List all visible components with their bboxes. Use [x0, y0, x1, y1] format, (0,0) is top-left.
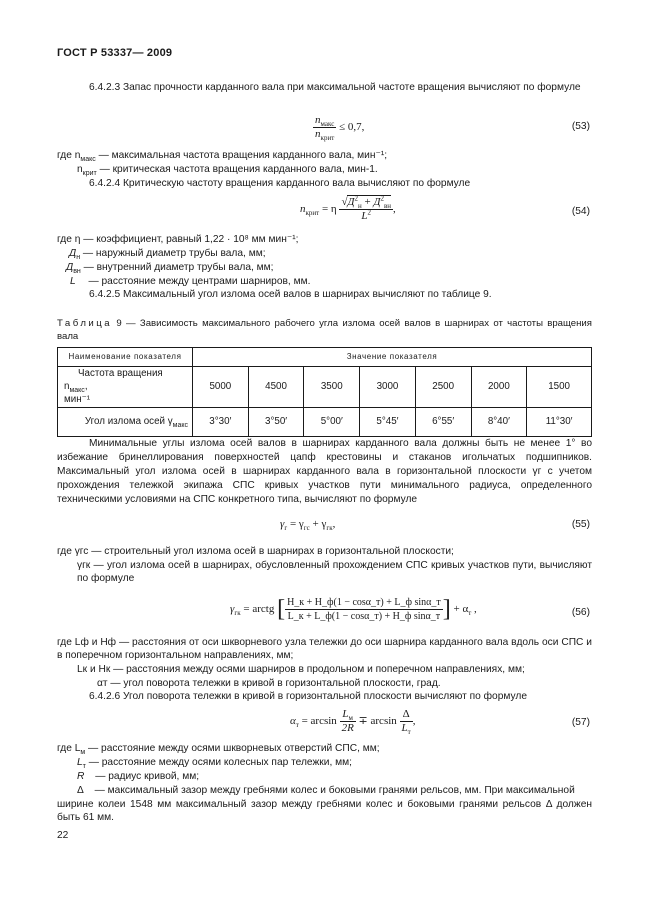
table-row — [58, 407, 592, 436]
formula-53 — [313, 114, 364, 141]
table-cell: 4500 — [248, 367, 304, 408]
definition-n-crit: $n_{крит}$ — критическая частота вращения карданного вала, мин-1. — [77, 164, 378, 178]
definition-n-max: где $n_{макс}$ — максимальная частота вращения карданного вала, мин⁻¹; — [57, 150, 388, 164]
table-cell: 3500 — [304, 367, 360, 408]
formula-57-fraction-2: $\frac{\Delta}{L_т}$ — [401, 708, 411, 737]
definition-lt: $L_т$ — расстояние между осями колесных пар тележки, мм; — [77, 757, 352, 771]
definition-gamma-gk: γгк — угол излома осей в шарнирах, обусловленный прохождением СПС кривых участков пути, вычисляют по формуле — [77, 560, 592, 585]
formula-53-number: (53) — [571, 121, 590, 132]
formula-54-fraction: $\frac{√Д^2_н + Д^2_{вн}}{L^2}$ — [341, 194, 392, 222]
formula-55: $\gamma_г = \gamma_{гс} + \gamma_{гк}$, — [280, 518, 336, 533]
paragraph-min-angles: Минимальные углы излома осей валов в шарнирах карданного вала должны быть не менее 1° во избежание бринеллирования поверхностей цапф крестовины и стаканов игольчатых подшипников. Максимальный угол излома осей в шарнирах карданного вала в горизонтальной плоскости γг с учетом прохождения тележкой экипажа СПС кривых участков пути минимального радиуса, определенного техническими условиями на СПС конкретного типа, вычисляют по формуле — [57, 438, 592, 505]
definition-lf-hf: где Lф и Hф — расстояния от оси шкворневого узла тележки до оси шарнира карданного вала вдоль оси СПС и в поперечном горизонтальном направлениях, мм; — [57, 637, 592, 662]
formula-56-number: (56) — [571, 607, 590, 618]
table-9-row-label-frequency: Частота вращения $n_{макс}$, мин⁻¹ — [58, 367, 193, 408]
table-cell: 1500 — [527, 367, 592, 408]
formula-53-relation: ≤ 0,7, — [339, 121, 365, 134]
formula-56-fraction: $\frac{\text{H\_к + H\_ф(1 − cosα\_т) + L\_ф sinα\_т}}{\text{L\_к + L\_ф(1 − cosα\_т) + H\_ф sinα\_т}}$ — [287, 597, 441, 622]
definition-eta: где η — коэффициент, равный 1,22 · 10⁸ мм мин⁻¹; — [57, 234, 299, 245]
table-cell: 11°30′ — [527, 407, 592, 436]
section-6-4-2-3-text: 6.4.2.3 Запас прочности карданного вала при максимальной частоте вращения вычисляют по формуле — [89, 82, 581, 93]
definition-d-inner: $Д_{вн}$ — внутренний диаметр трубы вала, мм; — [66, 262, 274, 276]
section-6-4-2-5-text: 6.4.2.5 Максимальный угол излома осей валов в шарнирах вычисляют по таблице 9. — [89, 289, 492, 300]
formula-57-fraction-1: $\frac{L_м}{2R}$ — [341, 708, 354, 734]
table-cell: 3000 — [360, 367, 416, 408]
definition-d-outer: $Д_н$ — наружный диаметр трубы вала, мм; — [69, 248, 266, 262]
table-9-col-header-name: Наименование показателя — [58, 348, 193, 367]
table-cell: 3°50′ — [248, 407, 304, 436]
formula-54-number: (54) — [571, 206, 590, 217]
table-9 — [57, 347, 592, 437]
definition-l: L — расстояние между центрами шарниров, мм. — [70, 276, 311, 287]
table-9-col-header-value: Значение показателя — [193, 348, 592, 367]
formula-56: $\gamma_{гк}$ = arctg [ $\frac{\text{H\_к + H\_ф(1 − cosα\_т) + L\_ф sinα\_т}}{\text{L\_к + L\_ф(1 − cosα\_т) + H\_ф sinα\_т}}$ ] + $\alpha_т$ , — [230, 595, 477, 622]
formula-53-fraction: $\frac{n_{макс}}{n_{крит}}$ — [315, 114, 335, 143]
definition-gamma-gs: где γгс — строительный угол излома осей в шарнирах в горизонтальной плоскости; — [57, 546, 454, 557]
definition-alpha-t: αт — угол поворота тележки в кривой в горизонтальной плоскости, град. — [97, 678, 441, 689]
definition-delta: Δ — максимальный зазор между гребнями колес и боковыми гранями рельсов, мм. При максимальной — [77, 785, 575, 796]
table-cell: 8°40′ — [471, 407, 527, 436]
formula-57-number: (57) — [571, 717, 590, 728]
formula-57: $\alpha_т = \arcsin$ $\frac{L_м}{2R}$ ∓ arcsin $\frac{\Delta}{L_т}$ , — [290, 708, 416, 737]
definition-r: R — радиус кривой, мм; — [77, 771, 200, 782]
document-header: ГОСТ Р 53337— 2009 — [57, 47, 173, 59]
table-cell: 5000 — [193, 367, 249, 408]
table-cell: 5°45′ — [360, 407, 416, 436]
table-9-row-label-angle: Угол излома осей $\gamma_{макс}$ — [58, 407, 193, 436]
table-cell: 3°30′ — [193, 407, 249, 436]
paragraph-gauge-clearance: ширине колеи 1548 мм максимальный зазор между гребнями колес и боковыми гранями рельсов Δ должен быть 61 мм. — [57, 799, 592, 824]
table-cell: 5°00′ — [304, 407, 360, 436]
definition-lm: где $L_м$ — расстояние между осями шкворневых отверстий СПС, мм; — [57, 743, 380, 757]
section-6-4-2-6-text: 6.4.2.6 Угол поворота тележки в кривой в горизонтальной плоскости вычисляют по формуле — [89, 691, 527, 702]
page-number: 22 — [57, 830, 69, 841]
table-cell: 6°55′ — [415, 407, 471, 436]
table-9-caption: Таблица 9 — Зависимость максимального рабочего угла излома осей валов в шарнирах от частоты вращения вала — [57, 318, 592, 342]
definition-lk-hk: Lк и Hк — расстояния между осями шарниров в продольном и поперечном направлениях, мм; — [77, 664, 525, 675]
table-cell: 2000 — [471, 367, 527, 408]
section-6-4-2-4-text: 6.4.2.4 Критическую частоту вращения карданного вала вычисляют по формуле — [89, 178, 471, 189]
formula-54: $n_{крит} = \eta$ $\frac{√Д^2_н + Д^2_{вн}}{L^2}$ , — [300, 194, 396, 222]
formula-55-number: (55) — [571, 519, 590, 530]
table-cell: 2500 — [415, 367, 471, 408]
table-row — [58, 367, 592, 408]
